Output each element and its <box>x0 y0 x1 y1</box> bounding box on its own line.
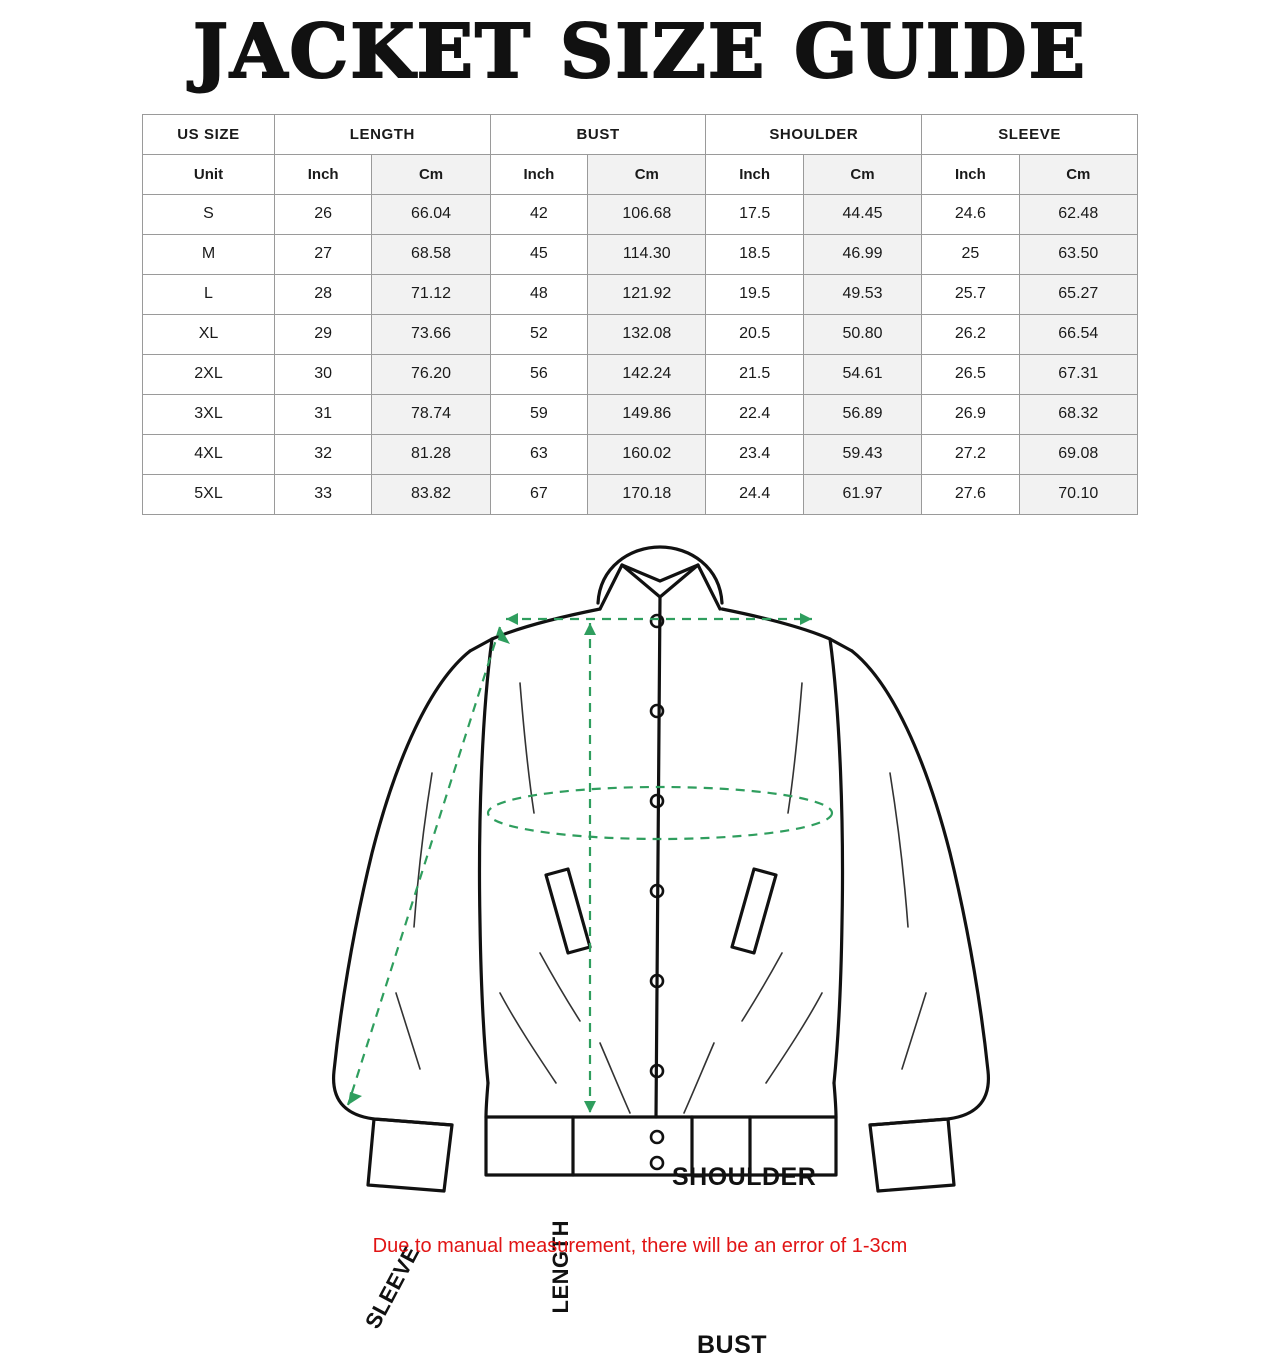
cell-length-cm: 66.04 <box>372 194 490 234</box>
cell-sleeve-inch: 25.7 <box>922 274 1019 314</box>
cell-shoulder-inch: 24.4 <box>706 474 803 514</box>
cell-size: 3XL <box>143 394 275 434</box>
cell-bust-cm: 121.92 <box>588 274 706 314</box>
label-sleeve: SLEEVE <box>360 1241 425 1333</box>
col-header-shoulder: SHOULDER <box>706 114 922 154</box>
col-header-us-size: US SIZE <box>143 114 275 154</box>
col-header-length: LENGTH <box>274 114 490 154</box>
unit-label: Unit <box>143 154 275 194</box>
cell-bust-cm: 114.30 <box>588 234 706 274</box>
cell-bust-cm: 142.24 <box>588 354 706 394</box>
cell-length-cm: 81.28 <box>372 434 490 474</box>
cell-size: XL <box>143 314 275 354</box>
cell-bust-cm: 132.08 <box>588 314 706 354</box>
cell-length-inch: 26 <box>274 194 371 234</box>
cell-length-cm: 71.12 <box>372 274 490 314</box>
unit-bust-cm: Cm <box>588 154 706 194</box>
cell-bust-cm: 106.68 <box>588 194 706 234</box>
cell-sleeve-cm: 68.32 <box>1019 394 1137 434</box>
unit-length-cm: Cm <box>372 154 490 194</box>
cell-length-inch: 29 <box>274 314 371 354</box>
cell-length-cm: 73.66 <box>372 314 490 354</box>
cell-size: L <box>143 274 275 314</box>
cell-bust-inch: 63 <box>490 434 587 474</box>
table-group-header-row <box>143 114 1138 154</box>
cell-sleeve-inch: 24.6 <box>922 194 1019 234</box>
size-guide-page <box>0 9 1280 1359</box>
cell-bust-cm: 170.18 <box>588 474 706 514</box>
measurement-note: Due to manual measurement, there will be an error of 1-3cm <box>372 1235 908 1257</box>
cell-sleeve-cm: 65.27 <box>1019 274 1137 314</box>
cell-shoulder-inch: 20.5 <box>706 314 803 354</box>
cell-shoulder-inch: 17.5 <box>706 194 803 234</box>
cell-length-inch: 28 <box>274 274 371 314</box>
cell-shoulder-cm: 54.61 <box>803 354 921 394</box>
cell-size: 4XL <box>143 434 275 474</box>
cell-bust-inch: 48 <box>490 274 587 314</box>
size-table <box>142 114 1138 515</box>
cell-shoulder-inch: 22.4 <box>706 394 803 434</box>
cell-shoulder-inch: 23.4 <box>706 434 803 474</box>
cell-shoulder-cm: 44.45 <box>803 194 921 234</box>
cell-size: 2XL <box>143 354 275 394</box>
cell-shoulder-cm: 56.89 <box>803 394 921 434</box>
label-bust: BUST <box>697 1330 768 1359</box>
cell-length-inch: 32 <box>274 434 371 474</box>
cell-size: 5XL <box>143 474 275 514</box>
cell-sleeve-inch: 26.9 <box>922 394 1019 434</box>
cell-length-cm: 78.74 <box>372 394 490 434</box>
cell-length-inch: 30 <box>274 354 371 394</box>
cell-sleeve-cm: 62.48 <box>1019 194 1137 234</box>
unit-length-inch: Inch <box>274 154 371 194</box>
cell-sleeve-cm: 66.54 <box>1019 314 1137 354</box>
cell-size: M <box>143 234 275 274</box>
cell-shoulder-cm: 49.53 <box>803 274 921 314</box>
label-shoulder: SHOULDER <box>672 1162 817 1191</box>
cell-shoulder-inch: 21.5 <box>706 354 803 394</box>
cell-sleeve-cm: 70.10 <box>1019 474 1137 514</box>
unit-sleeve-inch: Inch <box>922 154 1019 194</box>
cell-shoulder-cm: 61.97 <box>803 474 921 514</box>
table-row <box>143 474 1138 514</box>
cell-shoulder-cm: 50.80 <box>803 314 921 354</box>
cell-length-cm: 83.82 <box>372 474 490 514</box>
page-title: JACKET SIZE GUIDE <box>192 9 1088 95</box>
cell-bust-cm: 149.86 <box>588 394 706 434</box>
size-table-container <box>142 114 1138 515</box>
table-row <box>143 274 1138 314</box>
table-row <box>143 434 1138 474</box>
cell-length-cm: 76.20 <box>372 354 490 394</box>
table-row <box>143 314 1138 354</box>
table-row <box>143 194 1138 234</box>
cell-shoulder-cm: 59.43 <box>803 434 921 474</box>
unit-sleeve-cm: Cm <box>1019 154 1137 194</box>
table-row <box>143 234 1138 274</box>
cell-shoulder-inch: 18.5 <box>706 234 803 274</box>
cell-sleeve-cm: 63.50 <box>1019 234 1137 274</box>
cell-bust-cm: 160.02 <box>588 434 706 474</box>
table-row <box>143 394 1138 434</box>
cell-bust-inch: 45 <box>490 234 587 274</box>
table-unit-row <box>143 154 1138 194</box>
cell-bust-inch: 56 <box>490 354 587 394</box>
cell-sleeve-inch: 25 <box>922 234 1019 274</box>
cell-sleeve-inch: 27.6 <box>922 474 1019 514</box>
col-header-sleeve: SLEEVE <box>922 114 1138 154</box>
cell-length-cm: 68.58 <box>372 234 490 274</box>
col-header-bust: BUST <box>490 114 706 154</box>
cell-size: S <box>143 194 275 234</box>
cell-sleeve-cm: 69.08 <box>1019 434 1137 474</box>
cell-sleeve-inch: 26.5 <box>922 354 1019 394</box>
cell-shoulder-cm: 46.99 <box>803 234 921 274</box>
cell-bust-inch: 52 <box>490 314 587 354</box>
cell-length-inch: 33 <box>274 474 371 514</box>
unit-shoulder-inch: Inch <box>706 154 803 194</box>
cell-shoulder-inch: 19.5 <box>706 274 803 314</box>
cell-sleeve-inch: 27.2 <box>922 434 1019 474</box>
cell-bust-inch: 67 <box>490 474 587 514</box>
cell-length-inch: 31 <box>274 394 371 434</box>
label-length: LENGTH <box>548 1219 573 1314</box>
cell-bust-inch: 59 <box>490 394 587 434</box>
unit-bust-inch: Inch <box>490 154 587 194</box>
table-row <box>143 354 1138 394</box>
unit-shoulder-cm: Cm <box>803 154 921 194</box>
cell-bust-inch: 42 <box>490 194 587 234</box>
cell-sleeve-inch: 26.2 <box>922 314 1019 354</box>
cell-length-inch: 27 <box>274 234 371 274</box>
cell-sleeve-cm: 67.31 <box>1019 354 1137 394</box>
